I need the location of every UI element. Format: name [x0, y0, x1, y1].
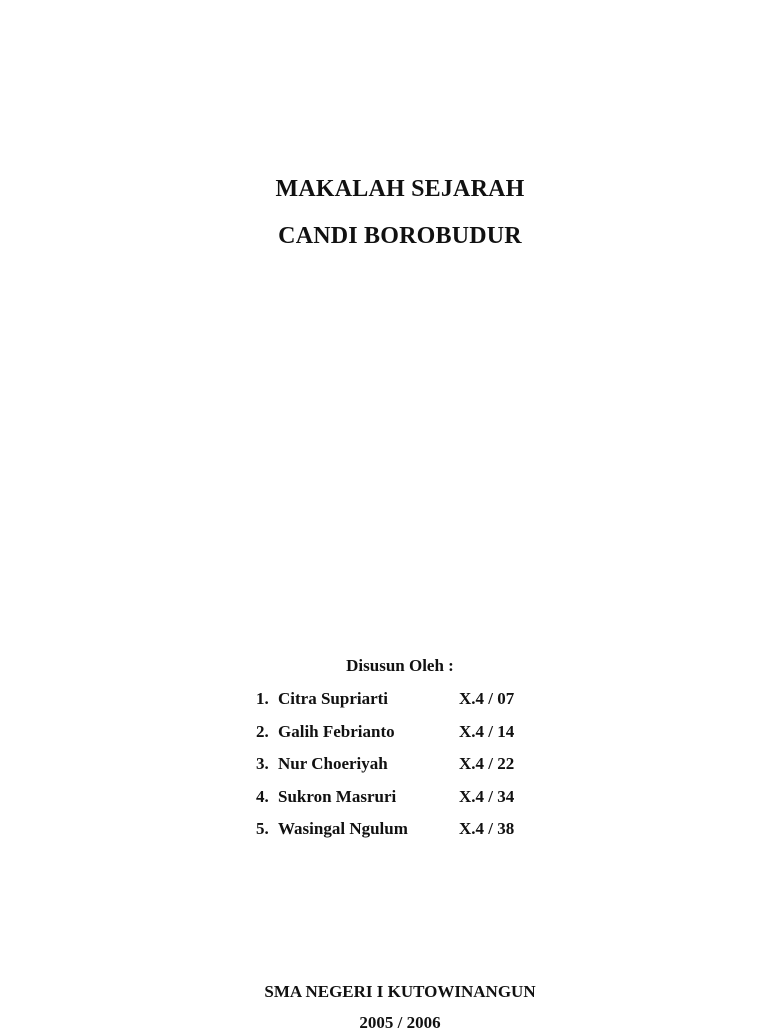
author-number: 4.: [256, 786, 269, 806]
author-name: Nur Choeriyah: [278, 754, 388, 773]
author-name: Citra Supriarti: [278, 689, 389, 708]
author-name: Sukron Masruri: [278, 786, 397, 806]
title-line-1: MAKALAH SEJARAH: [275, 176, 525, 202]
author-number: 2.: [256, 721, 269, 741]
author-number: 5.: [256, 819, 269, 838]
author-name: Wasingal Ngulum: [278, 819, 408, 838]
title-line-2: CANDI BOROBUDUR: [278, 223, 522, 249]
author-class: X.4 / 34: [459, 786, 515, 806]
author-class: X.4 / 07: [459, 689, 515, 708]
author-number: 1.: [256, 689, 269, 708]
author-class: X.4 / 14: [459, 721, 515, 741]
author-number: 3.: [256, 754, 269, 773]
author-class: X.4 / 22: [459, 754, 515, 773]
author-name: Galih Febrianto: [278, 721, 395, 741]
authors-heading: Disusun Oleh :: [346, 656, 454, 675]
school-name: SMA NEGERI I KUTOWINANGUN: [264, 982, 536, 1001]
school-year: 2005 / 2006: [359, 1013, 441, 1032]
author-class: X.4 / 38: [459, 819, 515, 838]
